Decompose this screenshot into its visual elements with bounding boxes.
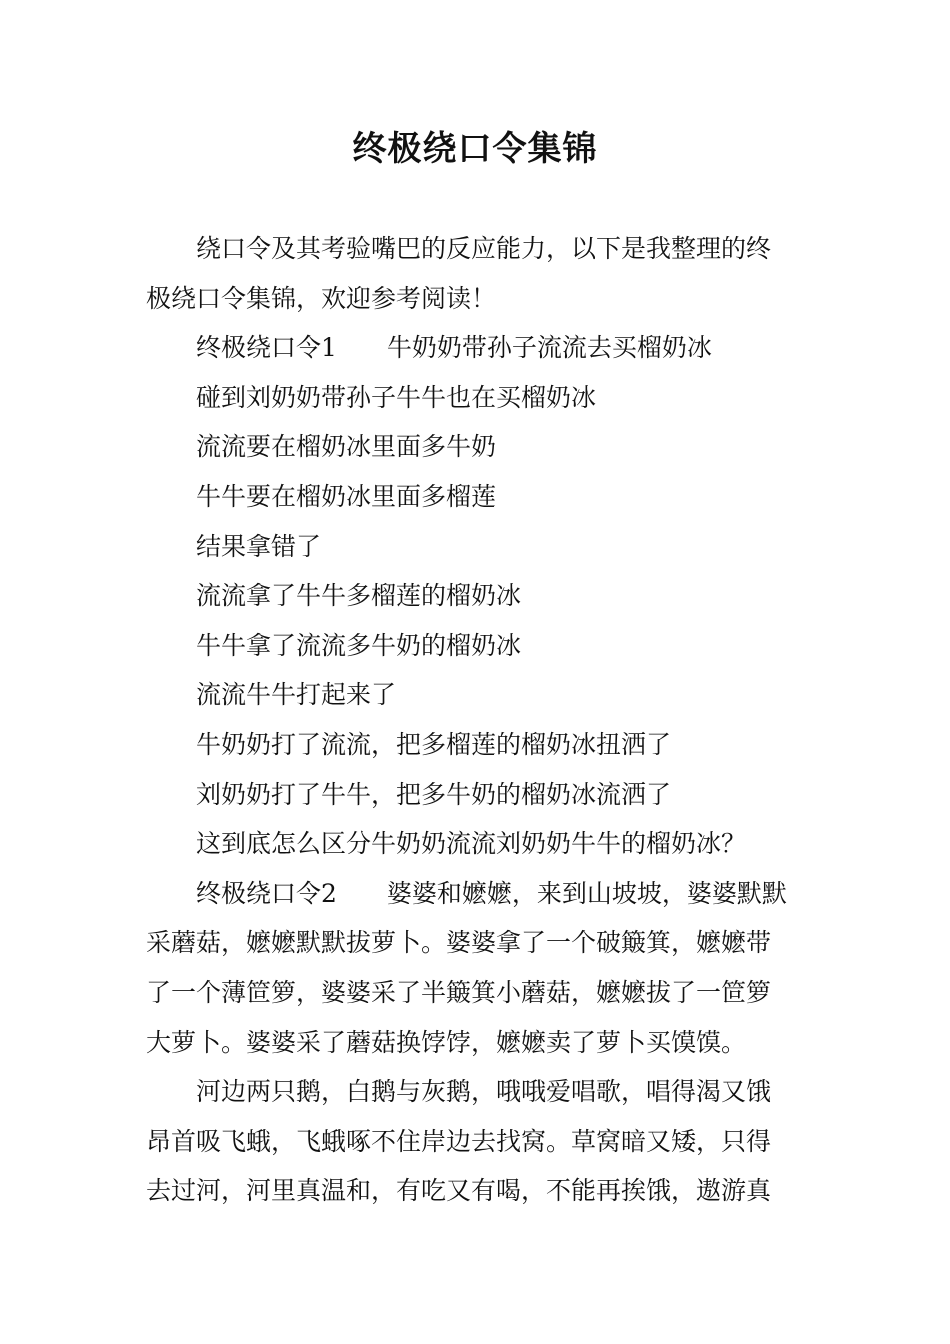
section1-line: 碰到刘奶奶带孙子牛牛也在买榴奶冰 <box>196 382 597 412</box>
section1-line: 刘奶奶打了牛牛，把多牛奶的榴奶冰流洒了 <box>196 779 672 809</box>
section1-line: 流流拿了牛牛多榴莲的榴奶冰 <box>196 581 522 611</box>
section2-line: 采蘑菇，嬷嬷默默拔萝卜。婆婆拿了一个破簸箕，嬷嬷带 <box>146 928 772 958</box>
section2-line: 了一个薄笸箩，婆婆采了半簸箕小蘑菇，嬷嬷拔了一笸箩 <box>146 977 772 1007</box>
section3-line: 河边两只鹅，白鹅与灰鹅，哦哦爱唱歌，唱得渴又饿 <box>196 1077 772 1107</box>
section1-line: 牛牛拿了流流多牛奶的榴奶冰 <box>196 630 522 660</box>
section2-heading-line <box>146 869 806 919</box>
section2-label: 终极绕口令2 <box>196 878 337 908</box>
section2-first-line: 婆婆和嬷嬷，来到山坡坡，婆婆默默 <box>386 878 787 908</box>
document-title: 终极绕口令集锦 <box>352 129 598 169</box>
section1-heading-line <box>146 323 806 373</box>
document-body <box>146 224 806 1216</box>
section1-label: 终极绕口令1 <box>196 333 337 363</box>
intro-line: 极绕口令集锦，欢迎参考阅读！ <box>146 283 497 313</box>
section3-line: 昂首吸飞蛾，飞蛾啄不住岸边去找窝。草窝暗又矮，只得 <box>146 1126 772 1156</box>
intro-line: 绕口令及其考验嘴巴的反应能力，以下是我整理的终 <box>196 234 772 263</box>
section3-line: 去过河，河里真温和，有吃又有喝，不能再挨饿，遨游真 <box>146 1176 772 1206</box>
section1-line: 流流要在榴奶冰里面多牛奶 <box>196 432 497 462</box>
intro-paragraph <box>146 224 806 323</box>
section1-line: 这到底怎么区分牛奶奶流流刘奶奶牛牛的榴奶冰？ <box>196 829 747 859</box>
section1-line: 牛牛要在榴奶冰里面多榴莲 <box>196 481 497 511</box>
section2-line: 大萝卜。婆婆采了蘑菇换饽饽，嬷嬷卖了萝卜买馍馍。 <box>146 1027 747 1057</box>
section1-first-line: 牛奶奶带孙子流流去买榴奶冰 <box>386 333 712 363</box>
section1-line: 流流牛牛打起来了 <box>196 680 397 710</box>
section3-paragraph <box>146 1067 806 1216</box>
section1-line: 结果拿错了 <box>196 531 322 561</box>
section1-line: 牛奶奶打了流流，把多榴莲的榴奶冰扭洒了 <box>196 729 672 759</box>
section2-paragraph <box>146 869 806 1067</box>
